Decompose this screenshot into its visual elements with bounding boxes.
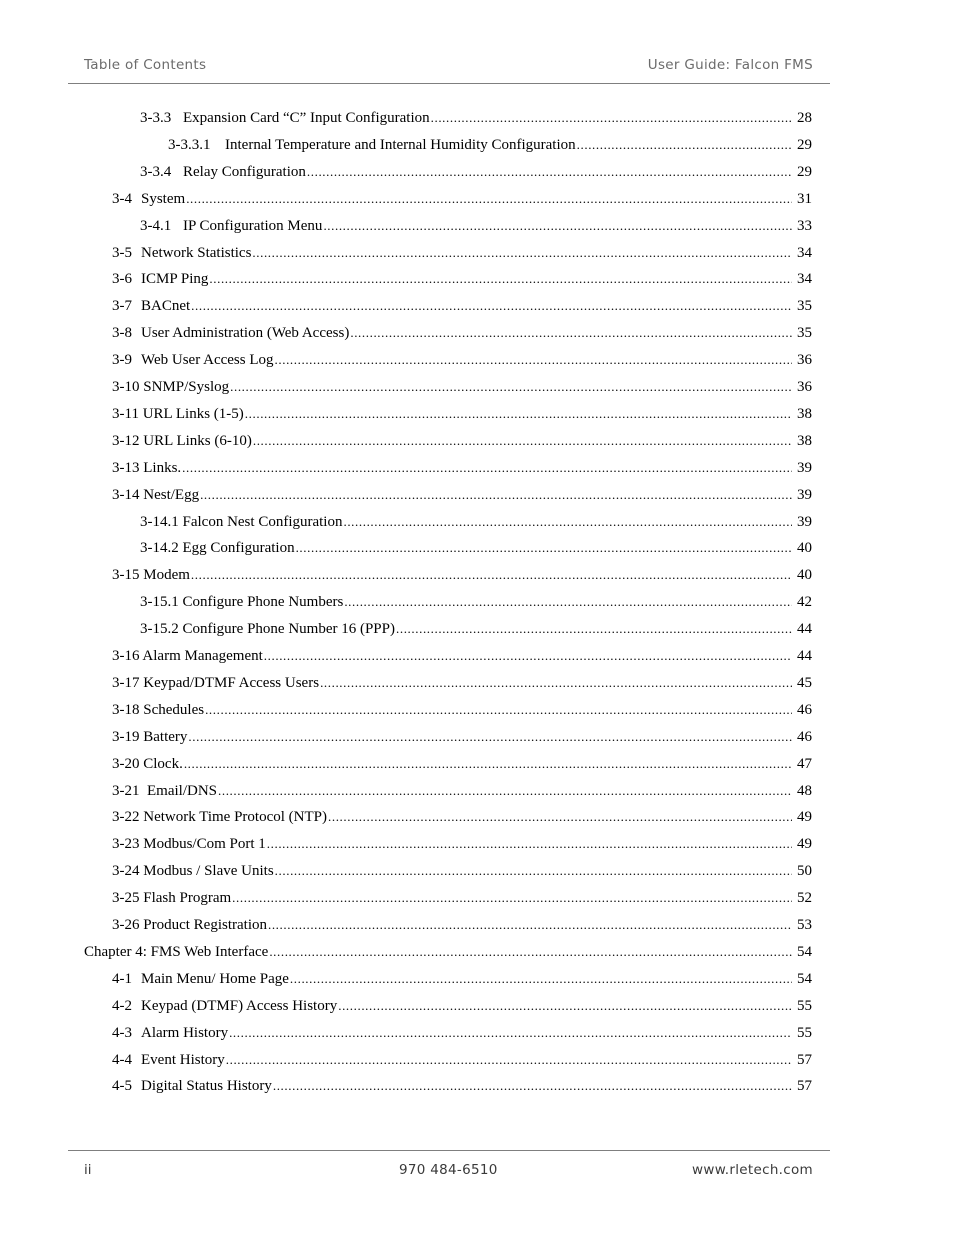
toc-entry-page: 35 <box>797 325 812 341</box>
toc-entry-page: 40 <box>797 540 812 556</box>
toc-entry-page: 31 <box>797 191 812 207</box>
toc-entry-number: 3-3.4 <box>140 164 172 180</box>
toc-entry[interactable] <box>0 591 812 613</box>
toc-entry-page: 44 <box>797 648 812 664</box>
toc-entry[interactable] <box>0 537 812 559</box>
toc-entry-title: Internal Temperature and Internal Humidity Configuration <box>225 137 576 153</box>
toc-entry-page: 46 <box>797 729 812 745</box>
toc-leader-dots <box>396 618 792 640</box>
toc-entry-label <box>112 914 267 936</box>
toc-entry-label <box>112 403 244 425</box>
toc-entry-page: 34 <box>797 271 812 287</box>
toc-leader-dots <box>269 941 792 963</box>
toc-entry-title: System <box>141 191 186 207</box>
toc-entry-page: 39 <box>797 514 812 530</box>
toc-entry-number: 3-4 <box>112 191 132 207</box>
toc-entry[interactable] <box>0 564 812 586</box>
toc-entry-label <box>112 322 349 344</box>
toc-entry-label <box>112 995 337 1017</box>
toc-entry-title: Expansion Card “C” Input Configuration <box>183 110 430 126</box>
toc-leader-dots <box>245 403 792 425</box>
toc-entry[interactable] <box>0 941 812 963</box>
toc-entry-title: 3-16 Alarm Management <box>112 648 263 664</box>
toc-entry-title: Chapter 4: FMS Web Interface <box>84 944 269 960</box>
toc-entry-title: 3-14.1 Falcon Nest Configuration <box>140 514 343 530</box>
toc-entry-number: 3-3.3.1 <box>168 137 211 153</box>
toc-entry-title: Relay Configuration <box>183 164 306 180</box>
toc-entry[interactable] <box>0 107 812 129</box>
toc-entry-number: 4-2 <box>112 998 132 1014</box>
toc-entry[interactable] <box>0 484 812 506</box>
toc-entry[interactable] <box>0 134 812 156</box>
toc-leader-dots <box>307 161 792 183</box>
toc-entry-title: 3-10 SNMP/Syslog <box>112 379 230 395</box>
toc-leader-dots <box>232 887 792 909</box>
toc-entry-label <box>112 268 208 290</box>
toc-leader-dots <box>431 107 792 129</box>
toc-entry-title: ICMP Ping <box>141 271 209 287</box>
toc-entry-label <box>140 591 343 613</box>
toc-entry[interactable] <box>0 1049 812 1071</box>
toc-leader-dots <box>268 914 792 936</box>
toc-entry-title: 3-14 Nest/Egg <box>112 487 200 503</box>
toc-entry-title: 3-20 Clock. <box>112 756 183 772</box>
toc-entry-page: 46 <box>797 702 812 718</box>
toc-entry-page: 50 <box>797 863 812 879</box>
toc-entry-number: 4-1 <box>112 971 132 987</box>
toc-entry[interactable] <box>0 188 812 210</box>
footer-website: www.rletech.com <box>692 1162 813 1178</box>
toc-entry[interactable] <box>0 349 812 371</box>
toc-entry[interactable] <box>0 403 812 425</box>
toc-entry-title: IP Configuration Menu <box>183 218 323 234</box>
toc-entry-label <box>112 1049 225 1071</box>
toc-leader-dots <box>275 860 792 882</box>
toc-entry-title: 3-15 Modem <box>112 567 190 583</box>
toc-leader-dots <box>323 215 792 237</box>
toc-entry-title: 3-26 Product Registration <box>112 917 267 933</box>
toc-entry-title: Web User Access Log <box>141 352 274 368</box>
toc-entry-number: 4-5 <box>112 1078 132 1094</box>
toc-entry-page: 44 <box>797 621 812 637</box>
toc-entry-number: 3-7 <box>112 298 132 314</box>
toc-entry-page: 49 <box>797 809 812 825</box>
toc-entry-title: Event History <box>141 1052 225 1068</box>
toc-entry-title: 3-22 Network Time Protocol (NTP) <box>112 809 327 825</box>
toc-entry-number: 3-9 <box>112 352 132 368</box>
toc-entry-title: 3-15.1 Configure Phone Numbers <box>140 594 344 610</box>
toc-entry-page: 42 <box>797 594 812 610</box>
toc-entry[interactable] <box>0 780 812 802</box>
toc-entry-page: 33 <box>797 218 812 234</box>
toc-leader-dots <box>191 295 792 317</box>
toc-entry[interactable] <box>0 726 812 748</box>
toc-entry[interactable] <box>0 268 812 290</box>
toc-entry-label <box>112 484 199 506</box>
toc-entry[interactable] <box>0 833 812 855</box>
toc-entry[interactable] <box>0 322 812 344</box>
toc-entry-title: Network Statistics <box>141 245 252 261</box>
toc-entry[interactable] <box>0 161 812 183</box>
toc-entry-label <box>140 107 430 129</box>
toc-leader-dots <box>191 564 792 586</box>
toc-entry[interactable] <box>0 430 812 452</box>
toc-entry-label <box>112 806 327 828</box>
toc-entry-page: 54 <box>797 944 812 960</box>
toc-leader-dots <box>188 726 792 748</box>
toc-entry-title: 3-25 Flash Program <box>112 890 232 906</box>
toc-entry-page: 39 <box>797 460 812 476</box>
toc-entry-label <box>112 188 185 210</box>
footer-phone: 970 484-6510 <box>399 1162 498 1178</box>
toc-entry-page: 36 <box>797 352 812 368</box>
toc-entry-title: BACnet <box>141 298 191 314</box>
toc-entry-page: 29 <box>797 137 812 153</box>
toc-leader-dots <box>267 833 792 855</box>
toc-entry[interactable] <box>0 887 812 909</box>
toc-entry-label <box>140 161 306 183</box>
toc-entry[interactable] <box>0 1022 812 1044</box>
toc-entry[interactable] <box>0 511 812 533</box>
toc-entry-label <box>112 1022 228 1044</box>
toc-entry-page: 54 <box>797 971 812 987</box>
toc-entry-title: 3-24 Modbus / Slave Units <box>112 863 274 879</box>
toc-entry-label <box>112 430 252 452</box>
toc-entry-page: 48 <box>797 783 812 799</box>
toc-entry-title: Digital Status History <box>141 1078 272 1094</box>
toc-entry-label <box>112 672 319 694</box>
toc-entry-page: 49 <box>797 836 812 852</box>
toc-entry-title: 3-12 URL Links (6-10) <box>112 433 252 449</box>
toc-entry-page: 57 <box>797 1052 812 1068</box>
toc-entry-label <box>112 968 289 990</box>
toc-leader-dots <box>344 591 792 613</box>
toc-leader-dots <box>328 806 792 828</box>
toc-leader-dots <box>577 134 792 156</box>
toc-entry-label <box>112 887 231 909</box>
toc-entry[interactable] <box>0 860 812 882</box>
toc-entry-label <box>112 780 217 802</box>
toc-entry-number: 3-6 <box>112 271 132 287</box>
toc-entry-label <box>140 511 342 533</box>
toc-entry-page: 35 <box>797 298 812 314</box>
toc-entry-title: 3-19 Battery <box>112 729 188 745</box>
toc-entry-number: 3-8 <box>112 325 132 341</box>
toc-entry[interactable] <box>0 995 812 1017</box>
header-section-title: Table of Contents <box>84 57 207 73</box>
toc-entry-title: User Administration (Web Access) <box>141 325 350 341</box>
toc-entry-label <box>112 564 190 586</box>
toc-entry-label <box>140 618 395 640</box>
toc-entry-title: 3-13 Links. <box>112 460 182 476</box>
toc-leader-dots <box>218 780 792 802</box>
toc-entry-label <box>112 376 229 398</box>
toc-leader-dots <box>273 1075 792 1097</box>
toc-leader-dots <box>209 268 792 290</box>
toc-entry-label <box>140 537 295 559</box>
toc-leader-dots <box>320 672 792 694</box>
toc-entry[interactable] <box>0 914 812 936</box>
toc-entry-label <box>112 699 204 721</box>
toc-entry[interactable] <box>0 806 812 828</box>
toc-entry-title: Main Menu/ Home Page <box>141 971 289 987</box>
toc-entry-number: 4-3 <box>112 1025 132 1041</box>
toc-entry-page: 55 <box>797 998 812 1014</box>
toc-entry[interactable] <box>0 457 812 479</box>
toc-entry-label <box>112 295 190 317</box>
toc-entry-page: 38 <box>797 406 812 422</box>
toc-leader-dots <box>205 699 792 721</box>
toc-leader-dots <box>253 430 792 452</box>
toc-entry-label <box>112 1075 272 1097</box>
toc-entry-label <box>84 941 268 963</box>
toc-leader-dots <box>264 645 792 667</box>
toc-leader-dots <box>350 322 792 344</box>
toc-entry-label <box>112 860 274 882</box>
toc-leader-dots <box>229 1022 792 1044</box>
toc-entry-page: 36 <box>797 379 812 395</box>
toc-entry-title: 3-15.2 Configure Phone Number 16 (PPP) <box>140 621 395 637</box>
toc-leader-dots <box>230 376 792 398</box>
toc-entry-page: 57 <box>797 1078 812 1094</box>
toc-entry-page: 34 <box>797 245 812 261</box>
toc-entry-page: 55 <box>797 1025 812 1041</box>
toc-entry[interactable] <box>0 699 812 721</box>
toc-entry-page: 52 <box>797 890 812 906</box>
toc-leader-dots <box>343 511 792 533</box>
toc-leader-dots <box>186 188 792 210</box>
toc-entry[interactable] <box>0 968 812 990</box>
page-header <box>68 56 830 84</box>
footer-page-number: ii <box>84 1162 92 1178</box>
toc-entry-title: 3-11 URL Links (1-5) <box>112 406 244 422</box>
toc-entry-page: 38 <box>797 433 812 449</box>
toc-entry[interactable] <box>0 645 812 667</box>
toc-entry-label <box>140 215 322 237</box>
toc-entry-title: 3-18 Schedules <box>112 702 205 718</box>
toc-entry-label <box>168 134 576 156</box>
toc-leader-dots <box>226 1049 792 1071</box>
toc-entry-label <box>112 457 181 479</box>
toc-leader-dots <box>200 484 792 506</box>
toc-entry-title: 3-21 Email/DNS <box>112 783 217 799</box>
toc-entry[interactable] <box>0 215 812 237</box>
toc-entry-page: 40 <box>797 567 812 583</box>
toc-leader-dots <box>290 968 792 990</box>
page-footer <box>68 1150 830 1191</box>
toc-entry-title: 3-17 Keypad/DTMF Access Users <box>112 675 320 691</box>
toc-entry-page: 28 <box>797 110 812 126</box>
toc-entry-title: Alarm History <box>141 1025 229 1041</box>
toc-entry-label <box>112 726 187 748</box>
toc-entry-page: 53 <box>797 917 812 933</box>
toc-entry-label <box>112 349 274 371</box>
header-document-title: User Guide: Falcon FMS <box>647 57 813 73</box>
toc-entry-page: 39 <box>797 487 812 503</box>
toc-entry-label <box>112 753 183 775</box>
toc-entry-label <box>112 833 266 855</box>
toc-entry[interactable] <box>0 672 812 694</box>
toc-leader-dots <box>338 995 792 1017</box>
toc-entry-page: 47 <box>797 756 812 772</box>
toc-entry-number: 3-3.3 <box>140 110 172 126</box>
toc-entry-page: 45 <box>797 675 812 691</box>
toc-entry[interactable] <box>0 1075 812 1097</box>
toc-entry[interactable] <box>0 753 812 775</box>
toc-leader-dots <box>296 537 792 559</box>
toc-leader-dots <box>182 457 792 479</box>
toc-entry-number: 3-4.1 <box>140 218 172 234</box>
toc-leader-dots <box>184 753 792 775</box>
toc-entry-number: 3-5 <box>112 245 132 261</box>
toc-entry-title: Keypad (DTMF) Access History <box>141 998 338 1014</box>
toc-leader-dots <box>252 242 792 264</box>
toc-entry-title: 3-23 Modbus/Com Port 1 <box>112 836 266 852</box>
toc-entry[interactable] <box>0 618 812 640</box>
toc-entry[interactable] <box>0 242 812 264</box>
toc-entry-title: 3-14.2 Egg Configuration <box>140 540 295 556</box>
toc-entry[interactable] <box>0 376 812 398</box>
toc-entry-number: 4-4 <box>112 1052 132 1068</box>
toc-leader-dots <box>275 349 792 371</box>
toc-entry-label <box>112 242 251 264</box>
toc-entry-page: 29 <box>797 164 812 180</box>
toc-entry-label <box>112 645 263 667</box>
toc-entry[interactable] <box>0 295 812 317</box>
